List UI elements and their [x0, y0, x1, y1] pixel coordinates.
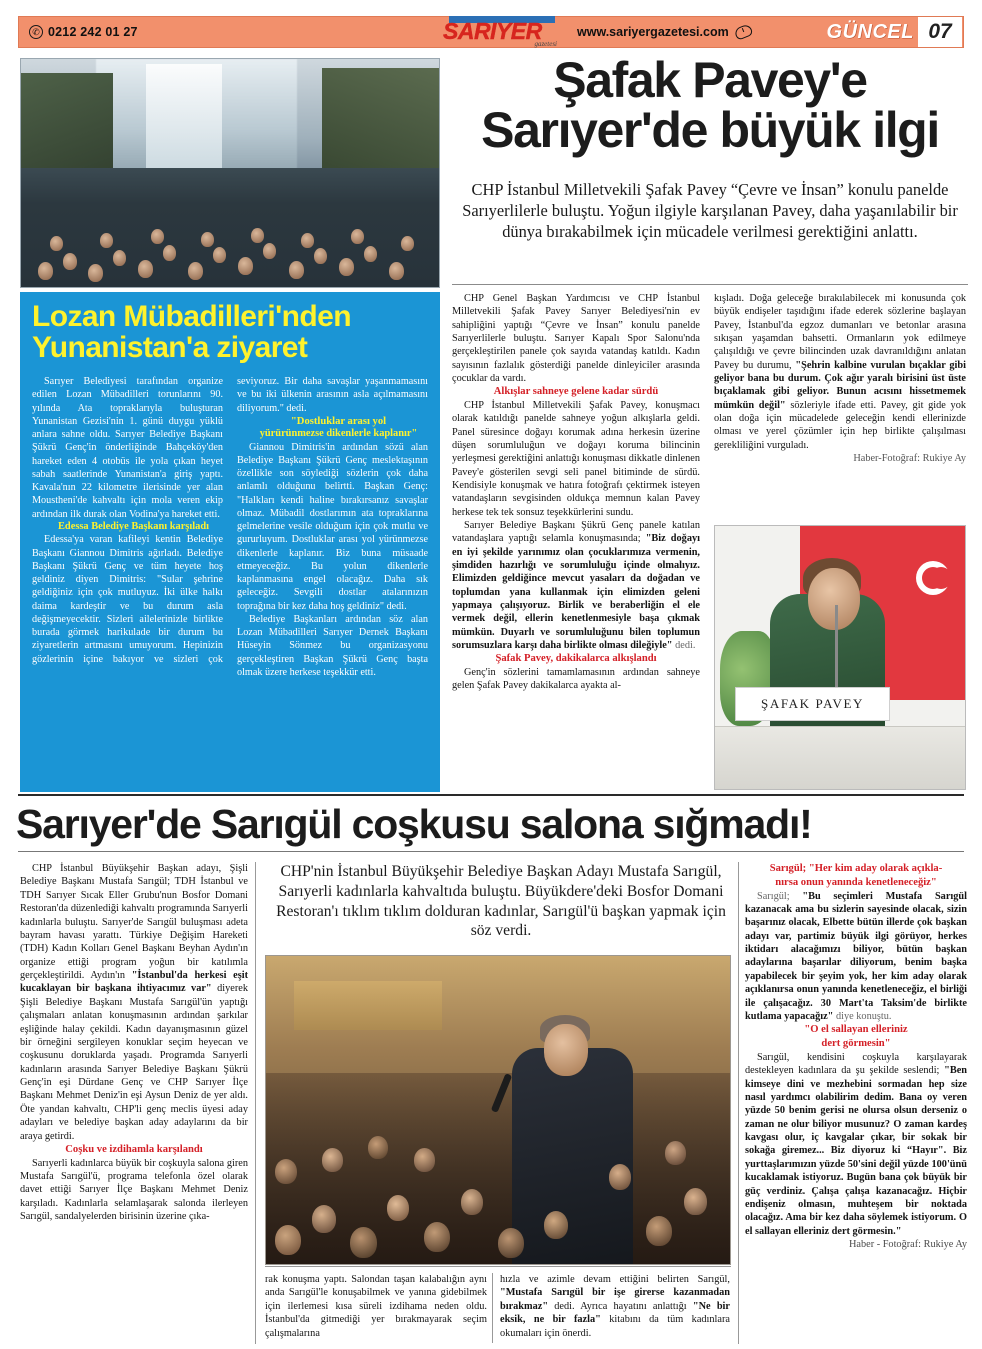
- sarigul-paragraph-quote: [745, 1051, 967, 1238]
- q-body-1: "Mustafa Sarıgül bir işe girerse kazanmadan bırakmaz": [500, 1287, 730, 1312]
- pavey-subhead-1: Alkışlar sahneye gelene kadar sürdü: [493, 386, 659, 398]
- sarigul-photo: [265, 955, 731, 1265]
- sarigul-paragraph: Sarıyerli kadınlarca büyük bir coşkuyla salona giren Mustafa Sarıgül'ü, programa telefonla özel olarak davet ettiği Sarıyer İlçe Başkanı Mehmet Deniz karşıladı. Kadınlarla selamlaşarak salonda ilerleyen Sarıgül, sandalyelerden birisinin üzerine çıka-: [20, 1157, 248, 1223]
- lozan-paragraph: Belediye Başkanları ardından söz alan Lozan Mübadilleri Sarıyer Dernek Başkanı Hüseyin Sönmez bu organizasyonu gerçekleştiren Başkan Şükrü Genç başta olmak üzere herkese teşekkür etti.: [237, 613, 428, 678]
- pavey-paragraph: Genç'in sözlerini tamamlamasının ardından sahneye gelen Şafak Pavey dakikalarca ayakta al-: [452, 666, 700, 692]
- lozan-headline-line1: Lozan Mübadilleri'nden: [32, 300, 351, 333]
- q-post: diye konuştu.: [833, 1010, 892, 1022]
- q-body: "Ben kimseye dini ve mezhebini sormadan hep size nasıl yardımcı olabilirim dedim. Bana oy veren yüzde 50 benim gerisi ne olursa olsun derseniz o zaman ne olur biliyor musunuz? O zaman kardeş kavgası olur, iç kavgalar çıkar, bir sokak bir sokağa giremez... Biz diyoruz ki “Hayır". Biz yurttaşlarımızın yüzde 50'sini değil yüzde 100'ünü kucaklamak istiyoruz. Bugün bana çok büyük bir güç verdiniz. Çalışa çalışa kazanacağız. Hiçbir endişeniz olmasın, muhteşem bir noktada olacağız. Ama bir kez daha söylemek istiyorum. O el sallayan elleriniz dert görmesin.": [745, 1065, 967, 1237]
- lozan-paragraph: Giannou Dimitris'in ardından sözü alan Belediye Başkanı Şükrü Genç meslektaşının özellikle son söylediği sözlerin çok daha anlamlı olduğunu belirtti. Başkan Genç: "Halkları kendi haline bırakırsanız savaşlar olmaz. Mübadil dostlarımın ata topraklarına gelmelerine vesile olduğum için çok mutlu ve gururluyum. Dostluklar arası yol yürünmezse dikenlerle kaplanır. Biz buna müsaade etmeyeceğiz. Bu yolun dikenlerle kaplanmasına engel olacağız. Daha sık geleceğiz. Sevgili dostlar atalarınızın toprağına bir kez daha hoş geldiniz" dedi.: [237, 441, 428, 612]
- column-rule-right: [738, 862, 739, 1344]
- page-number: 07: [918, 17, 962, 47]
- section-divider-under-headline: [18, 851, 964, 852]
- pavey-divider: [452, 284, 968, 285]
- sarigul-column-right: [745, 862, 967, 1251]
- q-post: dedi.: [672, 639, 696, 651]
- masthead: [18, 16, 964, 48]
- pavey-column-2: [714, 292, 966, 465]
- q-pre: hızla ve azimle devam ettiğini belirten Sarıgül,: [500, 1274, 730, 1285]
- q-body: "Biz doğayı en iyi şekilde yarınımız olan çocuklarımıza vermenin, şimdiden hazırlığı ve sorumluluğu içinde olmalıyız. Elimizden geldiğince mevcut yasaları da doğadan ve toplumdan yana kullanmak için elimizden geleni yapmaya çalışıyoruz. Birlik ve beraberliğin el ele vermek değil, ellerin kenetlenmesiyle başa çıkmak mümkün. Duyarlı ve sorumluluğunu bilen toplumun sorumsuzlara karşı daha birlikte olması dileğiyle": [452, 533, 700, 651]
- lozan-subhead-2-line2: yürürünmezse dikenlerle kaplanır": [259, 428, 418, 440]
- q-mid: dedi. Ayrıca hayatını anlattığı: [548, 1300, 693, 1312]
- sarigul-standfirst: CHP'nin İstanbul Büyükşehir Belediye Başkan Adayı Mustafa Sarıgül, Sarıyerli kadınlarla kahvaltıda buluştu. Büyükdere'deki Bosfor Domani Restoran'ı tıklım tıklım dolduran kadınlar, Sarıgül'ü başkan yapmak için söz verdi.: [276, 863, 726, 940]
- sarigul-headline: Sarıyer'de Sarıgül coşkusu salona sığmadı!: [16, 801, 812, 847]
- photo-speaker-head: [808, 568, 860, 630]
- q-pre: CHP İstanbul Büyükşehir Başkan adayı, Şişli Belediye Başkanı Mustafa Sarıgül; TDH İstanbul ve TDH Sarıyer Sıcak Eller Grubu'nun Bosfor Domani Restoran'da düzenlediği kahvaltı programında Sarıyerli kadınlarla buluştu. Sarıyer'de Sarıgül buluşması adeta bayram havası yarattı. Türkiye Değişim Hareketi (TDH) Kadın Kolları Genel Başkanı Beyhan Aydın'ın organize ettiği program yoğun bir katılımla gerçekleştirildi. Aydın'ın: [20, 863, 248, 981]
- column-rule-mid: [265, 1266, 731, 1267]
- sarigul-column-mid-right: [500, 1273, 730, 1340]
- logo-subtext: gazetesi: [534, 40, 557, 48]
- microphone-icon: [835, 605, 838, 695]
- photo-speaker-body: [512, 1048, 633, 1264]
- q-pre: kışladı. Doğa geleceğe bırakılabilecek mi konusunda çok büyük endişeler taşıdığını ifade ederek sözlerine başlayan Pavey, İstanbul'da egzoz dumanları ve betonlar arasına sıkışan yaşamdan bahsetti. Ormanların yok edilmeye çalışıldığı ve çevre bilincinden uzak davranıldığını anlatan Pavey bu durumu,: [714, 293, 966, 371]
- newspaper-logo: [441, 16, 563, 48]
- pavey-paragraph-quote: [714, 292, 966, 452]
- section-divider-top: [18, 794, 964, 796]
- pavey-headline-line1: Şafak Pavey'e: [553, 52, 867, 108]
- logo-text: SARIYER: [443, 18, 542, 44]
- q-body: "Şehrin kalbine vurulan bıçaklar gibi geliyor bana bu durum. Çok ağır yaralı birisini üst üste bıçaklamak gibi geliyor. Bunun acısını hissetmemek mümkün değil": [714, 359, 966, 411]
- column-rule-mid-vert: [492, 1273, 493, 1343]
- flag-crescent-icon: [916, 561, 950, 595]
- sarigul-paragraph-quote: [745, 890, 967, 1024]
- lozan-headline-line2: Yunanistan'a ziyaret: [32, 330, 308, 364]
- photo-speaker-head: [544, 1024, 588, 1076]
- lozan-body: [32, 375, 428, 795]
- website-url[interactable]: www.sariyergazetesi.com: [577, 25, 729, 39]
- sarigul-subhead-left: Coşku ve izdihamla karşılandı: [65, 1143, 203, 1155]
- pavey-photo: [714, 525, 966, 790]
- pavey-headline-line2: Sarıyer'de büyük ilgi: [481, 101, 939, 158]
- sarigul-subhead-right-2-line2: dert görmesin": [821, 1038, 891, 1050]
- q-body: "Bu seçimleri Mustafa Sarıgül kazanacak ama bu sizlerin sayesinde olacak, sizin başarınız olacak, Elbette bütün illerde çok başkan adayı var, partimiz büyük ilgi görüyor, herkes iktidarı alacağımızı biliyor, bütün başkan adaylarına başarılar diliyorum, benim başka yapabilecek bir şeyim yok, her kim aday olarak açıklanırsa onun yanında kenetleneceğiz, el birliği ile çalışacağız. 30 Mart'ta Taksim'de birlikte kutlama yapacağız": [745, 890, 967, 1022]
- sarigul-subhead-right-2-line1: "O el sallayan elleriniz: [804, 1024, 908, 1036]
- lozan-subhead-1: Edessa Belediye Başkanı karşıladı: [58, 520, 209, 532]
- q-post: kitabını da tüm kadınlara okumaları için önerdi.: [500, 1314, 730, 1339]
- pavey-credit: Haber-Fotoğraf: Rukiye Ay: [853, 452, 966, 464]
- q-post: diyerek Şişli Belediye Başkanı Mustafa Sarıgül'ün yaptığı çalışmaları anlatan konuşmasının ardından şarkılar eşliğinde halay çekildi. Kadın dayanışmasının güzel bir örneğini sergileyen konuklar seçim heyecan ve coşkusunu doruklarda yaşadı. Programda Sarıyerli kadınların arasında Sarıyer Belediye Başkanı Şükrü Genç'in eşi Dürdane Genç ve CHP Sarıyer İlçe Başkanı Mehmet Deniz'in eşi Aysun Deniz de yer aldı. Öte yandan kahvaltı, CHP'li genç meclis üyesi aday adayları ve belediye başkan aday adaylarını da bir araya getirdi.: [20, 983, 249, 1142]
- section-label: GÜNCEL: [826, 20, 914, 43]
- photo-banner: [294, 981, 442, 1030]
- sarigul-subhead-right-1-line2: nırsa onun yanında kenetleneceğiz": [775, 876, 937, 888]
- q-post: sözleriyle ifade etti. Pavey, git gide yok olan doğa için mücadelede geleceğin kendi ellerinizde olması ve yerel çözümler için hep birlikte çalışılması gerekliliğini vurguladı.: [714, 399, 966, 451]
- computer-mouse-icon: [733, 23, 753, 40]
- photo-crowd-heads: [21, 168, 439, 287]
- column-rule-left: [255, 862, 256, 1344]
- pavey-headline: [452, 52, 968, 158]
- q-body-2: "Ne bir eksik, ne bir fazla": [500, 1300, 730, 1326]
- q-pre: Sarıgül;: [757, 890, 803, 902]
- sarigul-subhead-right-1-line1: Sarıgül; "Her kim aday olarak açıkla-: [769, 863, 943, 874]
- pavey-paragraph: CHP Genel Başkan Yardımcısı ve CHP İstanbul Milletvekili Şafak Pavey Sarıyer Belediyesi'nin ev sahipliğini yaptığı “Çevre ve İnsan” konulu panelde Sarıyerlilerle buluştu. Sarıyer Kapalı Spor Salonu'nda gerçekleştirilen panele çok sayıda vatandaş katıldı. Kadın sayısının fazlalık gösterdiği panelde dinleyiciler arasında çocuklar da vardı.: [452, 293, 700, 384]
- lozan-paragraph: Edessa'ya varan kafileyi kentin Belediye Başkanı Giannou Dimitris ağırladı. Belediye Başkanı Şükrü Genç ve tüm heyete hoş geldiniz diyen Dimitris: "Sular şehrine geldiğiniz için çok mutluyuz. İki ülke halkı daima kardeştir ve bu durum asla değişmeyecektir. Sizleri ailelerinizle birlikte burada görmek harikulade bir durum bu ziyaretlerin artmasını umuyorum. Hepinizin gözlerinin içine bakıyor ve sizleri çok seviyoruz. Bir daha savaşlar yaşanmamasını ve bu iki ülkenin arasının asla açılmamasını diliyorum." dedi.: [32, 376, 428, 665]
- q-pre: Sarıgül, kendisini coşkuyla karşılayarak destekleyen kadınlara da şu şekilde seslendi;: [745, 1051, 967, 1077]
- photo-nameplate: ŞAFAK PAVEY: [735, 687, 890, 721]
- photo-waterfall-highlight: [146, 64, 221, 173]
- lozan-subhead-2-line1: "Dostluklar arası yol: [290, 415, 387, 427]
- pavey-column-1: [452, 292, 700, 693]
- lozan-headline: [32, 302, 428, 363]
- pavey-standfirst: CHP İstanbul Milletvekili Şafak Pavey “Çevre ve İnsan” konulu panelde Sarıyerlilerle buluştu. Yoğun ilgiyle karşılanan Pavey, daha yaşanılabilir bir dünya bırakabilmek için mücadele verilmesi gerektiğini anlattı.: [462, 180, 958, 241]
- sarigul-paragraph-quote: [20, 862, 248, 1143]
- q-pre: Sarıyer Belediye Başkanı Şükrü Genç panele katılan vatandaşlara yaptığı selamla konuşmasında;: [452, 519, 700, 545]
- sarigul-paragraph-quote: [500, 1273, 730, 1340]
- group-photo-greece: [20, 58, 440, 288]
- sarigul-paragraph: rak konuşma yaptı. Salondan taşan kalabalığın aynı anda Sarıgül'le konuşabilmek ve yanına gidebilmek için ilerlemesi kısa süreli izdihama neden oldu. İstanbul'da gitmediği yer bırakmayarak seçim çalışmalarına: [265, 1274, 487, 1339]
- pavey-paragraph-quote: [452, 519, 700, 652]
- article-lozan-mubadilleri: [20, 292, 440, 792]
- q-body: "İstanbul'da herkesi eşit kucaklayan bir başkana ihtiyacımız var": [20, 970, 248, 995]
- pavey-subhead-2: Şafak Pavey, dakikalarca alkışlandı: [495, 653, 657, 665]
- phone-number: 0212 242 01 27: [48, 25, 138, 39]
- sarigul-column-mid-left: [265, 1273, 487, 1340]
- phone-icon: ✆: [29, 25, 43, 39]
- photo-table: [715, 726, 965, 789]
- lozan-paragraph: Sarıyer Belediyesi tarafından organize edilen Lozan Mübadilleri torunlarını 90. yılında Ata topraklarıyla buluşturan Yunanistan Gezisi'nin 1. günü duygu yüklü anlara sahne oldu. Sarıyer Belediye Başkanı Şükrü Genç'in önderliğinde Bahçeköy'den hareket eden 4 otobüs ile yola çıkan heyet sabah saatlerinde Yunanistan'a giriş yaptı. Kavala'nın 22 kilometre ilerisinde yer alan Moustheni'de kahvaltı için mola veren ekip ardından ilk durak olan Vodina'ya hareket etti.: [32, 376, 223, 520]
- sarigul-byline: Haber - Fotoğraf: Rukiye Ay: [848, 1239, 967, 1251]
- sarigul-column-left: [20, 862, 248, 1224]
- pavey-paragraph: CHP İstanbul Milletvekili Şafak Pavey, konuşmacı olarak katıldığı panelde sahneye yoğun alkışlarla geldi. Panel süresince doğayı korumak adına herkesin üzerine düşen sorumluluğun ve doğayı koruma bilincinin yerleşmesi gerektiğini anlattığı konuşması dikkatle dinlenen Pavey'e gösterilen sevgi seli panel bitiminde de sürdü. Kendisiyle konuşmak ve hatıra fotoğrafı çektirmek isteyen vatandaşların sevgisinden oldukça memnun kalan Pavey herkese tek tek sonsuz teşekkürlerini sundu.: [452, 400, 700, 518]
- phone-block: [19, 25, 229, 39]
